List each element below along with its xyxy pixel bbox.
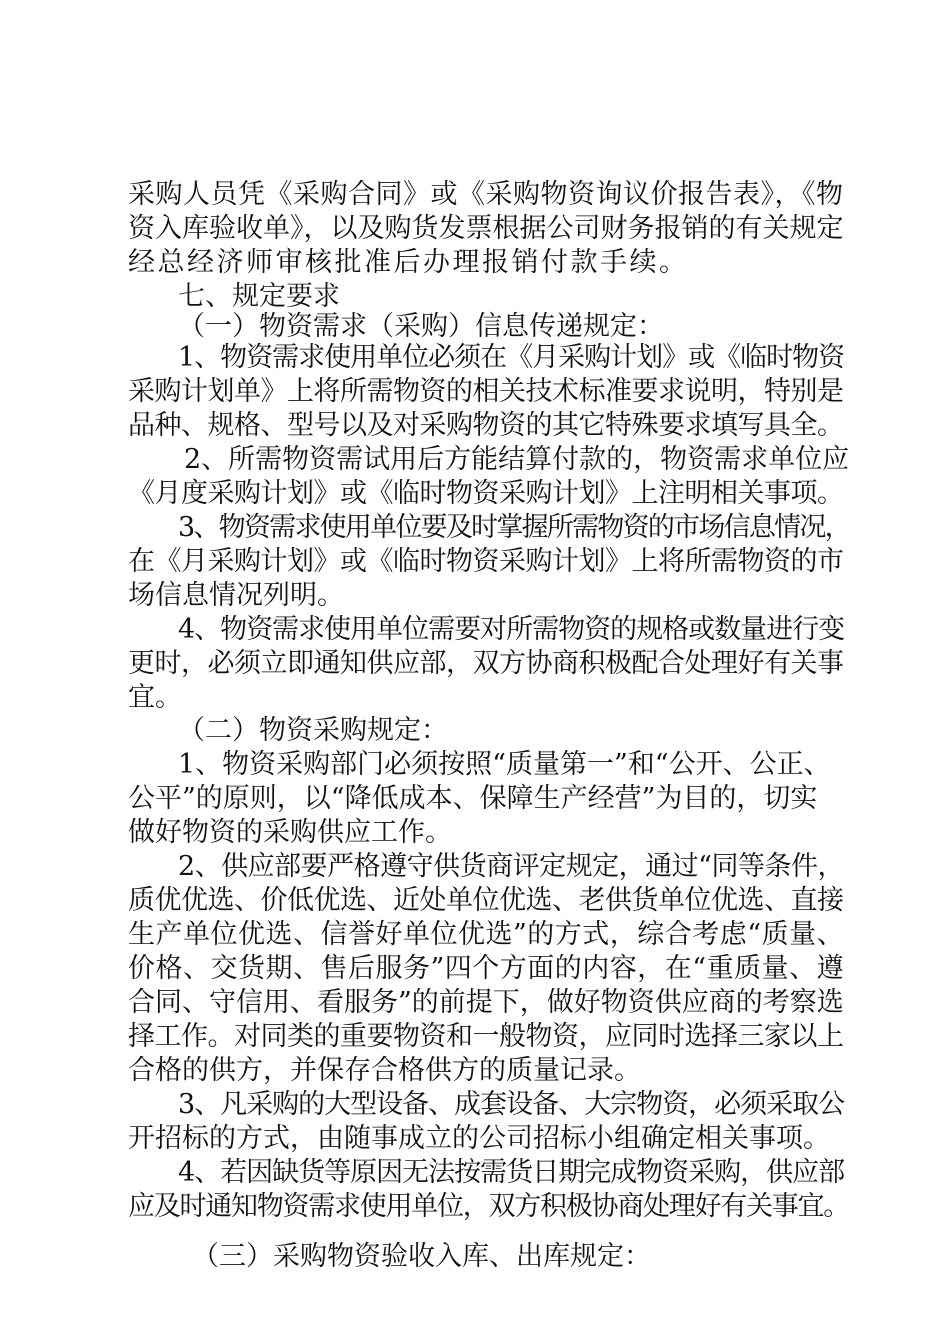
text-line: 合格的供方，并保存合格供方的质量记录。 — [128, 1055, 641, 1086]
text-line: 采购计划单》上将所需物资的相关技术标准要求说明，特别是 — [128, 376, 844, 407]
text-line: 合同、守信用、看服务”的前提下，做好物资供应商的考察选 — [128, 987, 844, 1018]
text-line: 采购人员凭《采购合同》或《采购物资询议价报告表》，《物 — [128, 179, 844, 210]
text-line: 在《月采购计划》或《临时物资采购计划》上将所需物资的市 — [128, 546, 844, 577]
text-line: 质优优选、价低优选、近处单位优选、老供货单位优选、直接 — [128, 885, 844, 916]
section-heading: 七、规定要求 — [178, 281, 340, 312]
text-line: 4、若因缺货等原因无法按需货日期完成物资采购，供应部 — [178, 1157, 845, 1188]
text-line: 场信息情况列明。 — [128, 580, 344, 611]
text-line: 做好物资的采购供应工作。 — [128, 817, 452, 848]
text-line: 3、凡采购的大型设备、成套设备、大宗物资，必须采取公 — [178, 1089, 845, 1120]
text-line: 4、物资需求使用单位需要对所需物资的规格或数量进行变 — [178, 614, 845, 645]
subsection-heading: （二）物资采购规定： — [178, 715, 448, 746]
text-line: 2、所需物资需试用后方能结算付款的，物资需求单位应 — [184, 444, 850, 475]
text-line: 2、供应部要严格遵守供货商评定规定，通过“同等条件， — [178, 851, 844, 882]
text-line: 宜。 — [128, 682, 182, 713]
subsection-heading: （一）物资需求（采购）信息传递规定： — [178, 311, 664, 342]
text-line: 《月度采购计划》或《临时物资采购计划》上注明相关事项。 — [128, 478, 844, 509]
text-line: 品种、规格、型号以及对采购物资的其它特殊要求填写具全。 — [128, 410, 844, 441]
text-line: 择工作。对同类的重要物资和一般物资，应同时选择三家以上 — [128, 1021, 844, 1052]
text-line: 价格、交货期、售后服务”四个方面的内容，在“重质量、遵 — [128, 953, 845, 984]
text-line: 应及时通知物资需求使用单位，双方积极协商处理好有关事宜。 — [128, 1191, 849, 1222]
text-line: 更时，必须立即通知供应部，双方协商积极配合处理好有关事 — [128, 648, 844, 679]
text-line: 1、物资采购部门必须按照“质量第一”和“公开、公正、 — [178, 749, 831, 780]
text-line: 开招标的方式，由随事成立的公司招标小组确定相关事项。 — [128, 1123, 830, 1154]
text-line: 资入库验收单》，以及购货发票根据公司财务报销的有关规定 — [128, 213, 844, 244]
text-line: 生产单位优选、信誉好单位优选”的方式，综合考虑“质量、 — [128, 919, 845, 950]
text-line: 3、物资需求使用单位要及时掌握所需物资的市场信息情况， — [178, 512, 850, 543]
text-line: 1、物资需求使用单位必须在《月采购计划》或《临时物资 — [178, 342, 845, 373]
text-line: 经总经济师审核批准后办理报销付款手续。 — [128, 247, 689, 278]
text-line: 公平”的原则，以“降低成本、保障生产经营”为目的，切实 — [128, 783, 818, 814]
subsection-heading: （三）采购物资验收入库、出库规定： — [192, 1241, 651, 1272]
